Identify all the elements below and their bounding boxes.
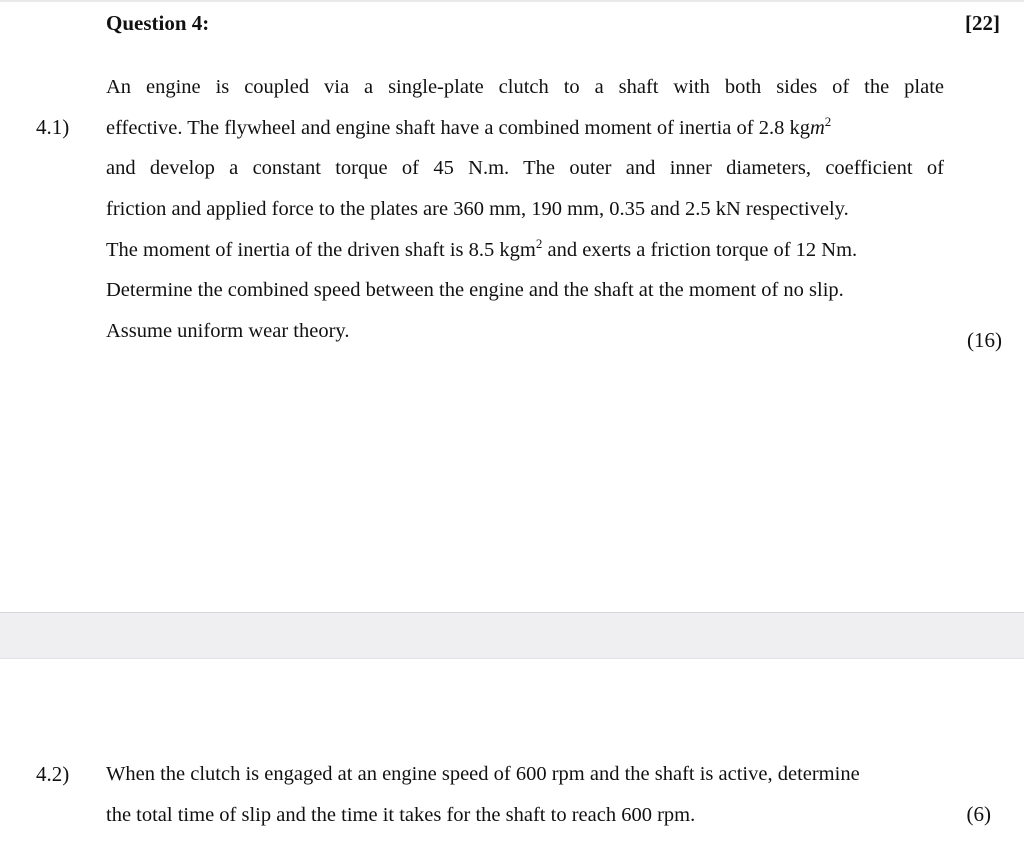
page-top-edge	[0, 0, 1024, 2]
subquestion-4-1-marks: (16)	[967, 328, 1002, 352]
subquestion-number-4-2: 4.2)	[36, 762, 70, 786]
paragraph-line	[106, 114, 944, 155]
subquestion-number-4-1: 4.1)	[36, 115, 70, 139]
subquestion-4-2-text	[106, 760, 944, 841]
subquestion-4-1-text	[106, 73, 944, 358]
line-text: and exerts a friction torque of 12 Nm.	[542, 238, 858, 261]
paragraph-line: Determine the combined speed between the engine and the shaft at the moment of no slip.	[106, 279, 844, 302]
superscript-2: 2	[824, 113, 832, 129]
question-total-marks: [22]	[965, 11, 1000, 35]
paragraph-line: Assume uniform wear theory.	[106, 320, 350, 343]
paragraph-line: the total time of slip and the time it takes for the shaft to reach 600 rpm.	[106, 803, 696, 826]
document-page-2	[0, 659, 1024, 857]
paragraph-line: An engine is coupled via a single-plate clutch to a shaft with both sides of the plate	[106, 76, 944, 98]
superscript-2: 2	[535, 235, 543, 251]
question-title: Question 4:	[106, 11, 210, 35]
paragraph-line: When the clutch is engaged at an engine speed of 600 rpm and the shaft is active, determine	[106, 763, 860, 785]
unit-m-italic: m	[809, 116, 825, 139]
line-text: effective. The flywheel and engine shaft have a combined moment of inertia of 2.8 kg	[106, 116, 810, 139]
paragraph-line	[106, 236, 944, 277]
page-separator	[0, 612, 1024, 659]
subquestion-4-2-marks: (6)	[966, 802, 991, 826]
paragraph-line: friction and applied force to the plates are 360 mm, 190 mm, 0.35 and 2.5 kN respectively.	[106, 198, 849, 221]
paragraph-line: and develop a constant torque of 45 N.m. The outer and inner diameters, coefficient of	[106, 157, 944, 180]
line-text: The moment of inertia of the driven shaft is 8.5 kgm	[106, 238, 536, 261]
